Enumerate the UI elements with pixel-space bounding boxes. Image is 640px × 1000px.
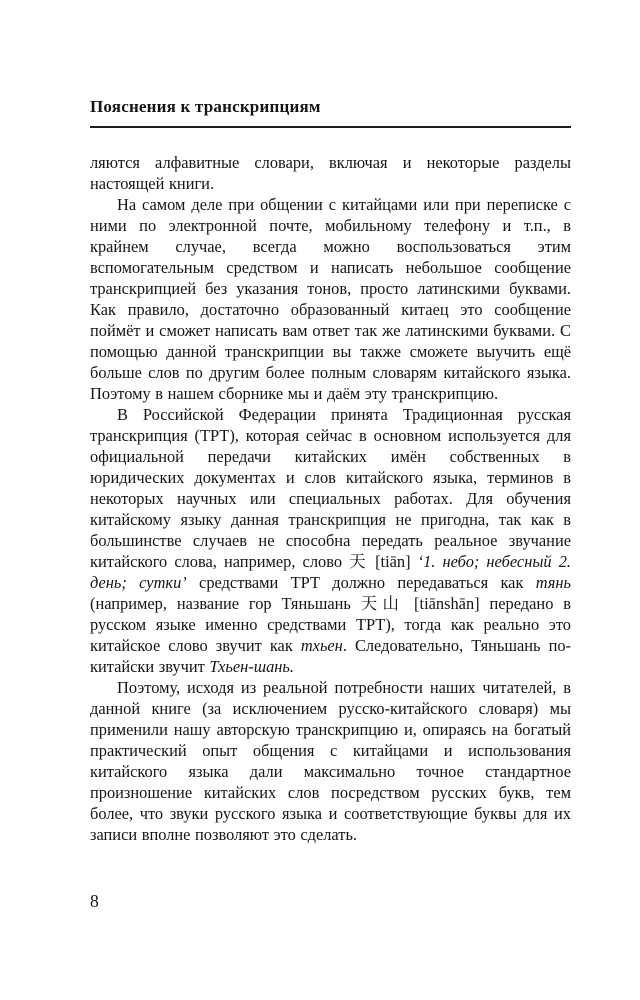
text-run: Поэтому, исходя из реальной потребности наших читателей, в данной книге (за исключением русско-китайского словаря) мы применили нашу авторскую транскрипцию и, опираясь на богатый практический опыт общения с китайцами и использования китайского языка дали максимально точное стандартное произношение китайских слов посредством русских букв, тем более, что звуки русского языка и соответствующие буквы для их записи вполне позволяют это сделать. (90, 678, 571, 844)
paragraph (90, 152, 571, 194)
text-run: [tiānshān] передано в русском языке именно средствами ТРТ), тогда как реально это китайское слово звучит как (90, 594, 572, 655)
page-number: 8 (90, 891, 99, 911)
text-run: средствами ТРТ должно передаваться как (186, 573, 536, 592)
paragraph (90, 404, 571, 677)
running-head-title: Пояснения к транскрипциям (90, 97, 571, 128)
page-content (90, 97, 571, 845)
text-run: . Следовательно, Тяньшань по-китайски звучит (90, 636, 571, 676)
text-run: [tiān] (367, 552, 418, 571)
chinese-characters: 天山 (360, 594, 405, 613)
chinese-characters: 天 (349, 552, 368, 571)
text-run: ляются алфавитные словари, включая и некоторые разделы настоящей книги. (90, 153, 571, 193)
body-text (90, 152, 571, 845)
text-run: В Российской Федерации принята Традиционная русская транскрипция (ТРТ), которая сейчас в основном используется для официальной передачи китайских имён собственных в юридических документах и слов китайского языка, терминов в некоторых научных или специальных работах. Для обучения китайскому языку данная транскрипция не пригодна, так как в большинстве случаев не способна передать реальное звучание китайского слова, например, слово (90, 405, 571, 571)
text-run: (например, название гор Тяньшань (90, 594, 361, 613)
paragraph (90, 194, 571, 404)
italic-text: тянь (535, 573, 571, 592)
italic-text: ‘1. небо; небесный 2. день; сутки’ (90, 552, 571, 592)
paragraph (90, 677, 571, 845)
text-run: На самом деле при общении с китайцами или при переписке с ними по электронной почте, мобильному телефону и т.п., в крайнем случае, всегда можно воспользоваться этим вспомогательным средством и написать небольшое сообщение транскрипцией без указания тонов, просто латинскими буквами. Как правило, достаточно образованный китаец это сообщение поймёт и сможет написать вам ответ так же латинскими буквами. С помощью данной транскрипции вы также сможете выучить ещё больше слов по другим более полным словарям китайского языка. Поэтому в нашем сборнике мы и даём эту транскрипцию. (90, 195, 571, 403)
italic-text: Тхьен-шань. (209, 657, 294, 676)
italic-text: тхьен (300, 636, 343, 655)
